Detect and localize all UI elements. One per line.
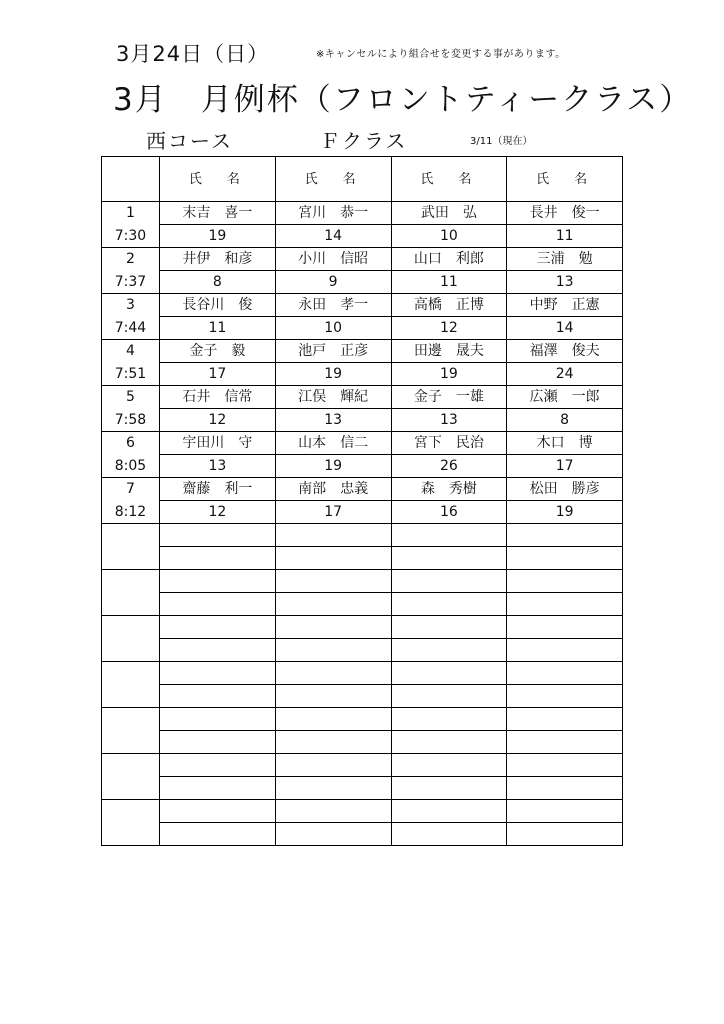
handicap-row bbox=[102, 317, 623, 340]
player-name: 石井 信常 bbox=[160, 386, 276, 409]
handicap-row bbox=[102, 363, 623, 386]
handicap: 19 bbox=[275, 363, 391, 386]
empty-row bbox=[102, 777, 623, 800]
empty-cell bbox=[391, 662, 507, 685]
player-name: 三浦 勉 bbox=[507, 248, 623, 271]
empty-cell bbox=[160, 685, 276, 708]
handicap: 11 bbox=[391, 271, 507, 294]
handicap-row bbox=[102, 501, 623, 524]
handicap-row bbox=[102, 455, 623, 478]
handicap: 11 bbox=[507, 225, 623, 248]
group-number: 2 bbox=[126, 251, 135, 267]
empty-row bbox=[102, 708, 623, 731]
group-number: 4 bbox=[126, 343, 135, 359]
empty-cell bbox=[391, 524, 507, 547]
empty-cell bbox=[160, 708, 276, 731]
group-number: 3 bbox=[126, 297, 135, 313]
empty-group-cell bbox=[102, 570, 160, 616]
handicap-row bbox=[102, 271, 623, 294]
empty-cell bbox=[275, 777, 391, 800]
empty-cell bbox=[391, 731, 507, 754]
handicap-row bbox=[102, 409, 623, 432]
player-name: 田邊 晟夫 bbox=[391, 340, 507, 363]
empty-cell bbox=[275, 616, 391, 639]
empty-row bbox=[102, 570, 623, 593]
empty-group-cell bbox=[102, 754, 160, 800]
handicap: 17 bbox=[507, 455, 623, 478]
player-name: 池戸 正彦 bbox=[275, 340, 391, 363]
handicap: 10 bbox=[391, 225, 507, 248]
empty-row bbox=[102, 800, 623, 823]
page-title: 3月 月例杯（フロントティークラス） bbox=[113, 82, 693, 118]
player-name-row bbox=[102, 340, 623, 363]
handicap: 24 bbox=[507, 363, 623, 386]
empty-cell bbox=[391, 570, 507, 593]
handicap: 13 bbox=[391, 409, 507, 432]
empty-cell bbox=[160, 524, 276, 547]
empty-cell bbox=[507, 639, 623, 662]
handicap: 17 bbox=[160, 363, 276, 386]
group-number: 5 bbox=[126, 389, 135, 405]
empty-row bbox=[102, 547, 623, 570]
class-label: Ｆクラス bbox=[320, 129, 408, 153]
handicap: 8 bbox=[507, 409, 623, 432]
handicap: 19 bbox=[507, 501, 623, 524]
empty-cell bbox=[507, 685, 623, 708]
tee-time: 7:37 bbox=[114, 274, 147, 290]
name-header: 氏 名 bbox=[507, 157, 623, 202]
player-name: 齋藤 利一 bbox=[160, 478, 276, 501]
empty-cell bbox=[507, 547, 623, 570]
empty-cell bbox=[275, 662, 391, 685]
handicap-row bbox=[102, 225, 623, 248]
empty-group-cell bbox=[102, 524, 160, 570]
empty-cell bbox=[507, 616, 623, 639]
tee-time: 7:44 bbox=[114, 320, 147, 336]
player-name: 森 秀樹 bbox=[391, 478, 507, 501]
group-cell bbox=[102, 432, 160, 478]
handicap: 10 bbox=[275, 317, 391, 340]
tee-time: 8:05 bbox=[114, 458, 147, 474]
empty-group-cell bbox=[102, 708, 160, 754]
group-number: 1 bbox=[126, 205, 135, 221]
handicap: 13 bbox=[275, 409, 391, 432]
player-name-row bbox=[102, 386, 623, 409]
player-name: 宇田川 守 bbox=[160, 432, 276, 455]
empty-cell bbox=[275, 708, 391, 731]
empty-cell bbox=[160, 639, 276, 662]
tee-time: 7:51 bbox=[114, 366, 147, 382]
empty-cell bbox=[160, 547, 276, 570]
empty-group-cell bbox=[102, 662, 160, 708]
group-cell bbox=[102, 478, 160, 524]
player-name: 金子 一雄 bbox=[391, 386, 507, 409]
empty-row bbox=[102, 616, 623, 639]
player-name: 永田 孝一 bbox=[275, 294, 391, 317]
name-header: 氏 名 bbox=[275, 157, 391, 202]
player-name: 南部 忠義 bbox=[275, 478, 391, 501]
player-name: 広瀬 一郎 bbox=[507, 386, 623, 409]
player-name: 江俣 輝紀 bbox=[275, 386, 391, 409]
header-row bbox=[102, 157, 623, 202]
empty-cell bbox=[160, 616, 276, 639]
name-header: 氏 名 bbox=[391, 157, 507, 202]
header-blank-cell bbox=[102, 157, 160, 202]
empty-cell bbox=[507, 524, 623, 547]
empty-row bbox=[102, 754, 623, 777]
player-name: 末吉 喜一 bbox=[160, 202, 276, 225]
player-name-row bbox=[102, 248, 623, 271]
handicap: 19 bbox=[391, 363, 507, 386]
empty-cell bbox=[275, 524, 391, 547]
empty-cell bbox=[160, 777, 276, 800]
player-name: 福澤 俊夫 bbox=[507, 340, 623, 363]
player-name-row bbox=[102, 478, 623, 501]
empty-cell bbox=[507, 662, 623, 685]
empty-cell bbox=[160, 800, 276, 823]
empty-row bbox=[102, 823, 623, 846]
empty-cell bbox=[507, 777, 623, 800]
empty-row bbox=[102, 524, 623, 547]
empty-cell bbox=[391, 823, 507, 846]
group-cell bbox=[102, 340, 160, 386]
player-name: 小川 信昭 bbox=[275, 248, 391, 271]
player-name: 山口 利郎 bbox=[391, 248, 507, 271]
empty-cell bbox=[275, 593, 391, 616]
empty-cell bbox=[160, 570, 276, 593]
handicap: 13 bbox=[507, 271, 623, 294]
group-number: 6 bbox=[126, 435, 135, 451]
as-of-date: 3/11（現在） bbox=[470, 136, 533, 147]
player-name: 宮下 民治 bbox=[391, 432, 507, 455]
empty-cell bbox=[391, 685, 507, 708]
handicap: 14 bbox=[275, 225, 391, 248]
group-cell bbox=[102, 202, 160, 248]
empty-cell bbox=[507, 593, 623, 616]
empty-cell bbox=[391, 547, 507, 570]
group-cell bbox=[102, 294, 160, 340]
empty-cell bbox=[275, 639, 391, 662]
empty-cell bbox=[160, 662, 276, 685]
empty-group-cell bbox=[102, 616, 160, 662]
tee-time: 8:12 bbox=[114, 504, 147, 520]
empty-row bbox=[102, 685, 623, 708]
empty-row bbox=[102, 731, 623, 754]
empty-cell bbox=[391, 754, 507, 777]
empty-cell bbox=[160, 823, 276, 846]
cancellation-note: ※キャンセルにより組合せを変更する事があります。 bbox=[316, 49, 566, 60]
player-name: 金子 毅 bbox=[160, 340, 276, 363]
empty-cell bbox=[160, 731, 276, 754]
player-name-row bbox=[102, 432, 623, 455]
player-name-row bbox=[102, 294, 623, 317]
course-label: 西コース bbox=[146, 129, 233, 153]
pairing-table bbox=[101, 156, 623, 846]
handicap: 16 bbox=[391, 501, 507, 524]
empty-cell bbox=[275, 547, 391, 570]
handicap: 26 bbox=[391, 455, 507, 478]
empty-cell bbox=[160, 754, 276, 777]
empty-cell bbox=[507, 823, 623, 846]
empty-cell bbox=[391, 616, 507, 639]
empty-cell bbox=[275, 731, 391, 754]
empty-row bbox=[102, 639, 623, 662]
event-date: 3月24日（日） bbox=[116, 42, 270, 66]
empty-cell bbox=[275, 823, 391, 846]
group-cell bbox=[102, 248, 160, 294]
empty-cell bbox=[391, 639, 507, 662]
player-name: 山本 信二 bbox=[275, 432, 391, 455]
name-header: 氏 名 bbox=[160, 157, 276, 202]
empty-cell bbox=[275, 570, 391, 593]
empty-cell bbox=[507, 570, 623, 593]
player-name: 井伊 和彦 bbox=[160, 248, 276, 271]
handicap: 9 bbox=[275, 271, 391, 294]
empty-cell bbox=[275, 800, 391, 823]
player-name: 武田 弘 bbox=[391, 202, 507, 225]
player-name: 長井 俊一 bbox=[507, 202, 623, 225]
empty-cell bbox=[275, 685, 391, 708]
player-name: 中野 正憲 bbox=[507, 294, 623, 317]
group-cell bbox=[102, 386, 160, 432]
empty-row bbox=[102, 593, 623, 616]
player-name: 宮川 恭一 bbox=[275, 202, 391, 225]
player-name: 高橋 正博 bbox=[391, 294, 507, 317]
empty-cell bbox=[160, 593, 276, 616]
tee-time: 7:30 bbox=[114, 228, 147, 244]
handicap: 13 bbox=[160, 455, 276, 478]
empty-cell bbox=[391, 777, 507, 800]
player-name-row bbox=[102, 202, 623, 225]
tee-time: 7:58 bbox=[114, 412, 147, 428]
empty-cell bbox=[507, 754, 623, 777]
handicap: 12 bbox=[160, 409, 276, 432]
player-name: 松田 勝彦 bbox=[507, 478, 623, 501]
empty-cell bbox=[507, 708, 623, 731]
player-name: 木口 博 bbox=[507, 432, 623, 455]
group-number: 7 bbox=[126, 481, 135, 497]
handicap: 14 bbox=[507, 317, 623, 340]
player-name: 長谷川 俊 bbox=[160, 294, 276, 317]
handicap: 8 bbox=[160, 271, 276, 294]
empty-cell bbox=[507, 800, 623, 823]
empty-cell bbox=[507, 731, 623, 754]
empty-group-cell bbox=[102, 800, 160, 846]
empty-cell bbox=[275, 754, 391, 777]
empty-row bbox=[102, 662, 623, 685]
handicap: 12 bbox=[160, 501, 276, 524]
empty-cell bbox=[391, 593, 507, 616]
handicap: 11 bbox=[160, 317, 276, 340]
handicap: 19 bbox=[160, 225, 276, 248]
empty-cell bbox=[391, 800, 507, 823]
handicap: 17 bbox=[275, 501, 391, 524]
handicap: 19 bbox=[275, 455, 391, 478]
handicap: 12 bbox=[391, 317, 507, 340]
empty-cell bbox=[391, 708, 507, 731]
